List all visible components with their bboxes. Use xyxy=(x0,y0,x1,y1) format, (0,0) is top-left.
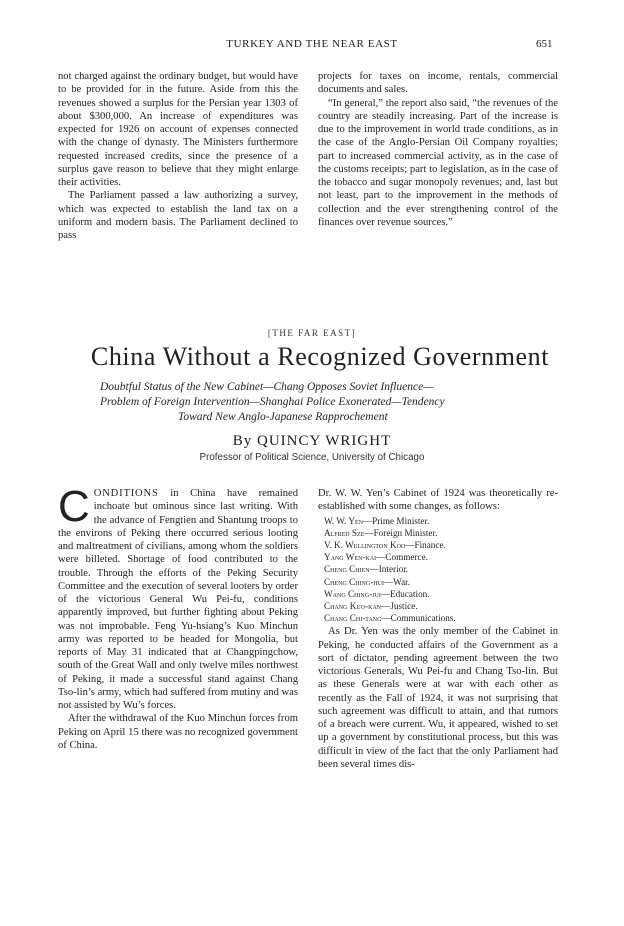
paragraph: “In general,” the report also said, “the revenues of the country are steadily increasing. Part of the increase is due to the improvement in world trade conditions, as in the case of the Anglo-Persian Oil Company royalties; part to increased commercial activity, as in the case of the customs receipts; part to legislation, as in the case of the tobacco and sugar monopoly revenues; and, last but not least, part to the improvement in the methods of collection and the ever strengthening control of the finances over revenue sources.” xyxy=(318,97,558,228)
cabinet-member: Chang Kuo-kan—Justice. xyxy=(324,600,418,611)
paragraph: not charged against the ordinary budget, but would have to be provided for in the future. Aside from this the revenues showed a surplus for the Persian year 1303 of about $300,000. An increase of expenditures was expected for 1926 on account of expenses connected with the change of dynasty. The Ministers furthermore requested increased credits, since the presence of a surplus gave reason to believe that they might enlarge their activities. xyxy=(58,71,298,188)
cabinet-list xyxy=(324,515,558,625)
paragraph: projects for taxes on income, rentals, commercial documents and sales. xyxy=(318,71,558,96)
subtitle-line: Toward New Anglo-Japanese Rapprochement xyxy=(178,411,388,423)
subtitle-line: Problem of Foreign Intervention—Shanghai Police Exonerated—Tendency xyxy=(100,396,445,408)
paragraph: The Parliament passed a law authorizing a survey, which was expected to establish the land tax on a uniform and modern basis. The Parliament declined to pass xyxy=(58,190,298,241)
opening-paragraph-text: in China have remained inchoate but ominous since last writing. With the advance of Fengtien and Shantung troops to the environs of Peking there occurred serious looting and maltreatment of civilians, among whom the soldiers were billeted. Shortage of food contributed to the trouble. Through the efforts of the Peking Security Committee and the execution of several looters by order of the victorious General Wu Pei-fu, conditions apparently improved, but further fighting about Peking was not improbable. Feng Yu-hsiang’s Kuo Minchun army was reported to be headed for Mongolia, but reports of May 31 indicated that at Changpingchow, south of the Great Wall and only twelve miles northwest of Peking, it made a successful stand against Chang Tso-lin’s army, which had suffered from mutiny and was not assisted by Wu’s forces. xyxy=(58,488,298,711)
cabinet-member: W. W. Yen—Prime Minister. xyxy=(324,515,430,526)
cabinet-member: Yang Wen-kai—Commerce. xyxy=(324,552,428,563)
article-right-column xyxy=(318,487,558,771)
article-left-column xyxy=(58,482,298,752)
opening-paragraph xyxy=(58,482,298,712)
paragraph: As Dr. Yen was the only member of the Cabinet in Peking, he conducted affairs of the Government as a sort of dictator, pending agreement between the two victorious Generals, Wu Pei-fu and Chang Tso-lin. But as these Generals were at war with each other as recently as the Fall of 1924, it was not surprising that such agreement was difficult to attain, and that rumors of a breach were current. Wu, it appeared, wished to set up a government by constitutional process, but this was difficult in view of the fact that the only Parliament had been several times dis- xyxy=(318,626,558,770)
author-affiliation: Professor of Political Science, University of Chicago xyxy=(199,452,425,463)
cabinet-member: Cheng Ching-hui—War. xyxy=(324,576,411,587)
article-subtitle xyxy=(100,380,570,425)
cabinet-member: V. K. Wellington Koo—Finance. xyxy=(324,539,446,550)
previous-article-right-column xyxy=(318,70,558,229)
page-number: 651 xyxy=(536,38,553,50)
previous-article-left-column xyxy=(58,70,298,242)
subtitle-line: Doubtful Status of the New Cabinet—Chang Opposes Soviet Influence— xyxy=(100,381,434,393)
cabinet-member: Chang Chi-tang—Communications. xyxy=(324,613,456,624)
cabinet-member: Alfred Sze—Foreign Minister. xyxy=(324,527,438,538)
paragraph: After the withdrawal of the Kuo Minchun forces from Peking on April 15 there was no recognized government of China. xyxy=(58,713,298,751)
drop-cap: C xyxy=(58,482,90,531)
byline: By QUINCY WRIGHT xyxy=(232,433,392,449)
cabinet-member: Wang Ching-jui—Education. xyxy=(324,588,430,599)
running-head: TURKEY AND THE NEAR EAST xyxy=(226,38,398,50)
opening-words: ONDITIONS xyxy=(93,488,159,499)
section-label: [THE FAR EAST] xyxy=(267,328,357,338)
article-title: China Without a Recognized Government xyxy=(90,342,550,371)
cabinet-member: Cheng Chien—Interior. xyxy=(324,564,409,575)
paragraph: Dr. W. W. Yen’s Cabinet of 1924 was theoretically re-established with some changes, as follows: xyxy=(318,488,558,513)
